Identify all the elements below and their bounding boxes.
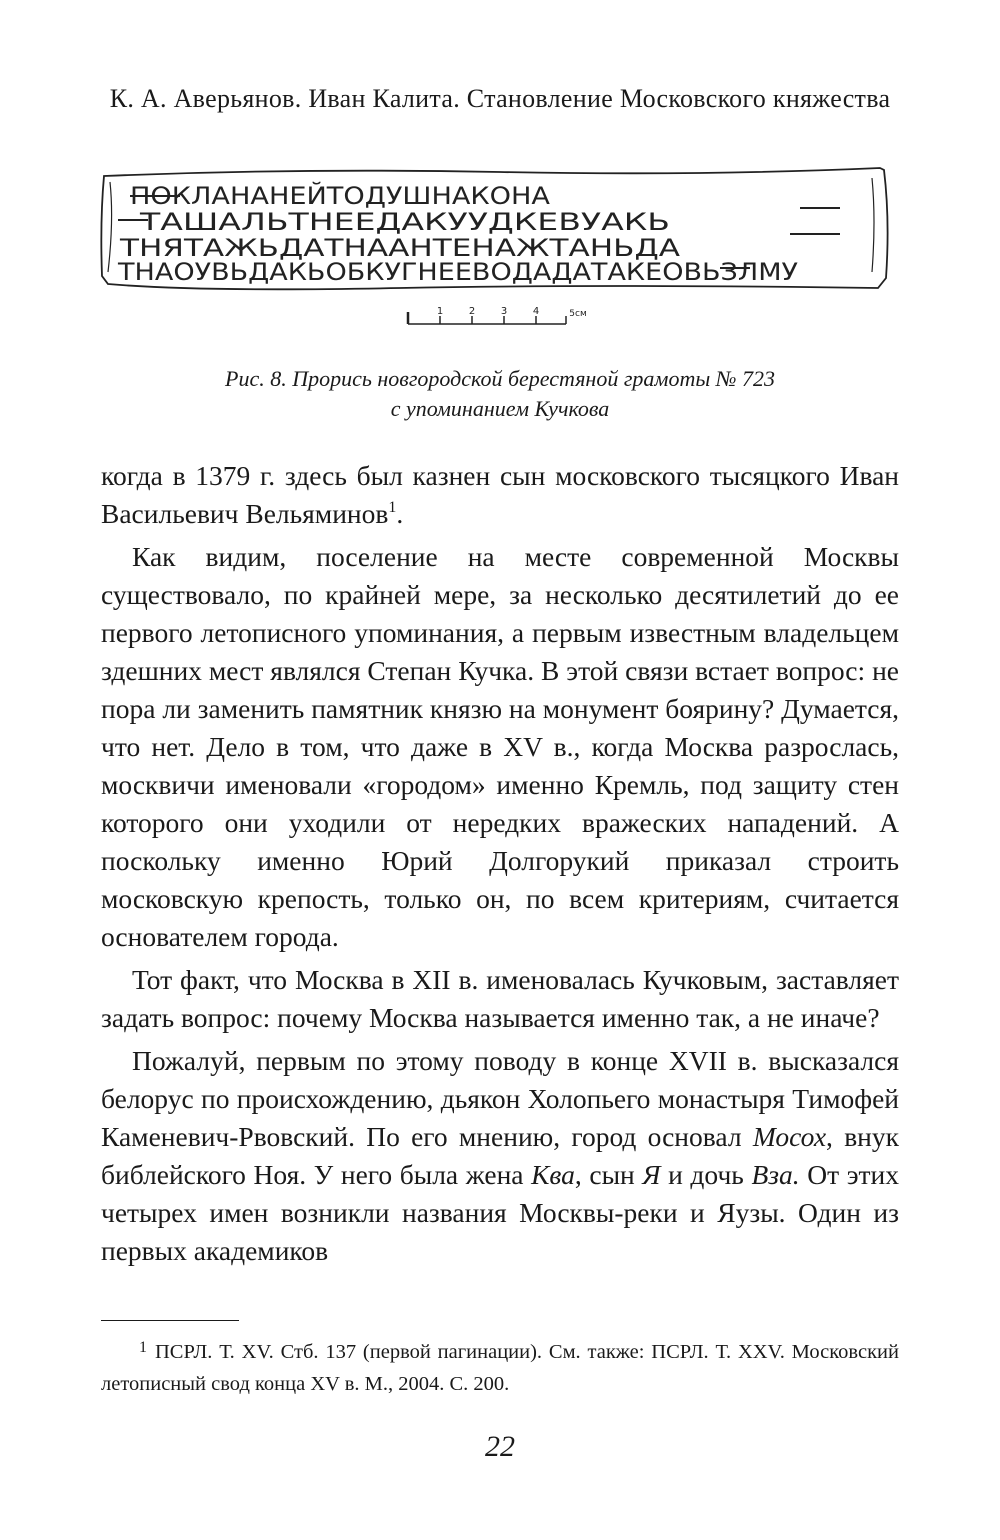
italic-name-ya: Я — [642, 1159, 661, 1190]
birchbark-drawing — [100, 160, 890, 340]
footnote: 1 ПСРЛ. Т. XV. Стб. 137 (первой пагинации). См. также: ПСРЛ. Т. XXV. Московский летописный свод конца XV в. М., 2004. С. 200. — [101, 1339, 899, 1395]
figure-caption — [0, 364, 1000, 424]
footnote-reference[interactable]: 1 — [388, 499, 397, 516]
paragraph-1: когда в 1379 г. здесь был казнен сын московского тысяцкого Иван Васильевич Вельяминов$^1$. — [101, 460, 899, 529]
running-header: К. А. Аверьянов. Иван Калита. Становление Московского княжества — [109, 84, 891, 113]
scale-label: 3 — [500, 306, 508, 317]
paragraph-4: Пожалуй, первым по этому поводу в конце XVII в. высказался белорус по происхождению, дьякон Холопьего монастыря Тимофей Каменевич-Рвовский. По его мнению, город основал Мосох, внук библейского Ноя. У него была жена Ква, сын Я и дочь Вза. От этих четырех имен возникли названия Москвы-реки и Яузы. Один из первых академиков — [101, 1045, 900, 1266]
paragraph-3: Тот факт, что Москва в XII в. именовалась Кучковым, заставляет задать вопрос: почему Москва называется именно так, а не иначе? — [101, 964, 899, 1033]
footnote-text: ПСРЛ. Т. XV. Стб. 137 (первой пагинации). См. также: ПСРЛ. Т. XXV. Московский летописный свод конца XV в. М., 2004. С. 200. — [101, 1341, 899, 1395]
birchbark-line-2: ТАШАЛЬТНЕЕДАКУУДКЕВУАКЬ — [138, 208, 670, 236]
footnote-separator — [101, 1320, 239, 1321]
main-text — [101, 457, 899, 1270]
scale-label: 2 — [468, 306, 476, 317]
scale-label: 4 — [532, 306, 540, 317]
paragraph-2: Как видим, поселение на месте современной Москвы существовало, по крайней мере, за несколько десятилетий до ее первого летописного упоминания, а первым известным владельцем здешних мест являлся Степан Кучка. В этой связи встает вопрос: не пора ли заменить памятник князю на монумент боярину? Думается, что нет. Дело в том, что даже в XV в., когда Москва разрослась, москвичи именовали «городом» именно Кремль, под защиту стен которого они уходили от нередких вражеских нападений. А поскольку именно Юрий Долгорукий приказал строить московскую крепость, только он, по всем критериям, считается основателем города. — [101, 541, 899, 952]
scale-bar — [408, 306, 587, 324]
italic-name-mosokh: Мосох — [752, 1121, 827, 1152]
scale-label: 5см — [569, 309, 587, 319]
birchbark-line-1: ПОКЛАНАНЕЙТОДУШНАКОНА — [130, 182, 502, 210]
page-number: 22 — [485, 1430, 515, 1463]
italic-name-vza: Вза. — [751, 1159, 800, 1190]
scale-label: 1 — [436, 306, 444, 317]
caption-line-1: Рис. 8. Прорись новгородской берестяной грамоты № 723 — [225, 366, 775, 391]
caption-line-2: с упоминанием Кучкова — [390, 396, 610, 421]
birchbark-letter-figure — [100, 160, 890, 340]
birchbark-line-4: ТНАОУВЬДАКЬОБКУГНЕЕВОДАДАТАКЕОВЬЗЛМУ — [116, 258, 799, 286]
italic-name-kva: Ква — [531, 1159, 575, 1190]
birchbark-line-3: ТНЯТАЖЬДАТНААНТЕНАЖТАНЬДА — [118, 234, 681, 262]
